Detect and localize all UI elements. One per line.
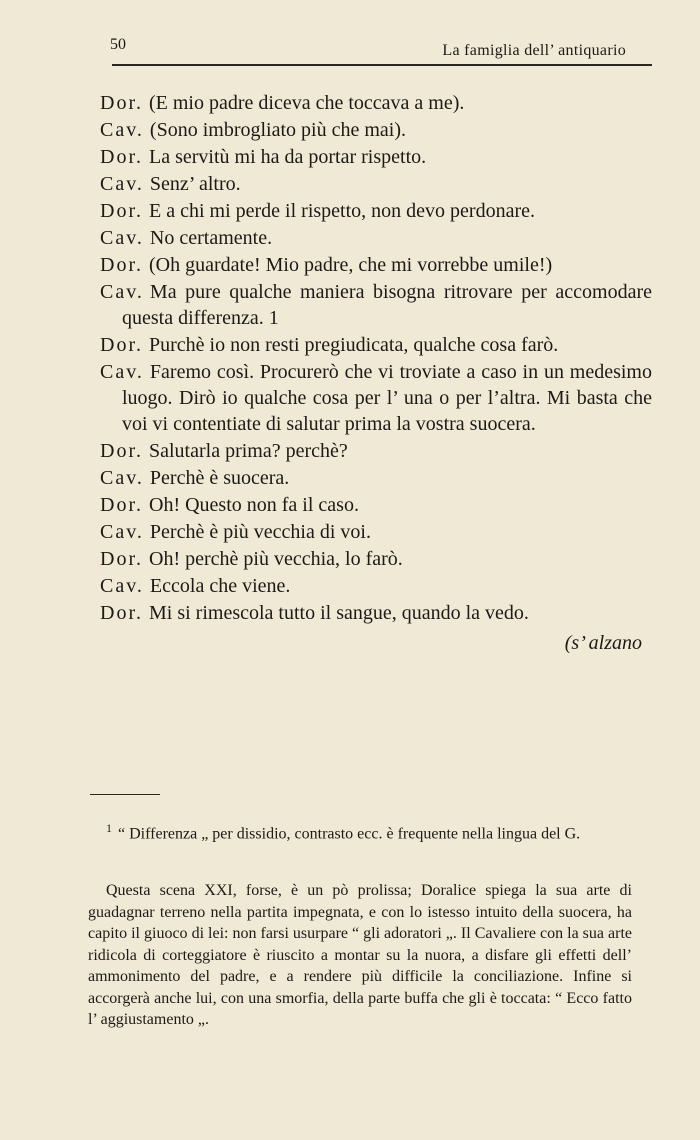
line-text: (Sono imbrogliato più che mai). — [149, 119, 406, 141]
speaker-label: Cav. — [100, 575, 144, 597]
line-text: No certamente. — [149, 227, 273, 249]
line-text: Faremo così. Procurerò che vi troviate a caso in un medesimo luogo. Dirò io qualche cosa per l’ una o per l’altra. Mi basta che voi vi contentiate di salutar prima la vostra suocera. — [122, 361, 652, 435]
speaker-label: Cav. — [100, 227, 144, 249]
page-number: 50 — [110, 36, 126, 53]
dialogue-line — [100, 225, 652, 251]
line-text: Perchè è più vecchia di voi. — [149, 521, 371, 543]
line-text: Oh! perchè più vecchia, lo farò. — [149, 548, 403, 570]
speaker-label: Cav. — [100, 173, 144, 195]
speaker-label: Dor. — [100, 602, 143, 624]
dialogue-line — [100, 465, 652, 491]
speaker-label: Dor. — [100, 92, 143, 114]
line-text: Perchè è suocera. — [149, 467, 290, 489]
dialogue-line — [100, 492, 652, 518]
dialogue-line — [100, 519, 652, 545]
line-text: Purchè io non resti pregiudicata, qualche cosa farò. — [149, 334, 559, 356]
line-text: Eccola che viene. — [149, 575, 291, 597]
commentary-paragraph: Questa scena XXI, forse, è un pò prolissa; Doralice spiega la sua arte di guadagnar terreno nella partita impegnata, e con lo istesso intuito della suocera, ha capito il giuoco di lei: non farsi usurpare “ gli adoratori „. Il Cavaliere con la sua arte ridicola di corteggiatore è riuscito a montar su la nuora, a disfare gli effetti dell’ ammonimento del padre, e a rendere più difficile la conciliazione. Infine si accorgerà anche lui, con una smorfia, della parte buffa che gli è toccata: “ Ecco fatto l’ aggiustamento „. — [88, 882, 632, 1028]
line-text: (Oh guardate! Mio padre, che mi vorrebbe umile!) — [149, 254, 553, 276]
line-text: Salutarla prima? perchè? — [149, 440, 348, 462]
line-text: Ma pure qualche maniera bisogna ritrovare per accomodare questa differenza. 1 — [122, 281, 652, 329]
footnote-marker: 1 — [106, 821, 112, 835]
dialogue-line — [100, 359, 652, 437]
line-text: Oh! Questo non fa il caso. — [149, 494, 359, 516]
dialogue-line — [100, 332, 652, 358]
dialogue-line — [100, 171, 652, 197]
line-text: E a chi mi perde il rispetto, non devo perdonare. — [149, 200, 535, 222]
dialogue-line — [100, 198, 652, 224]
speaker-label: Dor. — [100, 334, 143, 356]
stage-direction: (s’ alzano — [564, 632, 642, 654]
speaker-label: Cav. — [100, 467, 144, 489]
speaker-label: Cav. — [100, 521, 144, 543]
speaker-label: Cav. — [100, 281, 144, 303]
line-text: La servitù mi ha da portar rispetto. — [149, 146, 427, 168]
line-text: Senz’ altro. — [149, 173, 241, 195]
speaker-label: Dor. — [100, 254, 143, 276]
speaker-label: Dor. — [100, 548, 143, 570]
header-rule — [112, 64, 652, 66]
speaker-label: Dor. — [100, 440, 143, 462]
footnote — [88, 818, 632, 844]
footnote-rule — [90, 794, 160, 795]
speaker-label: Dor. — [100, 494, 143, 516]
page-header — [110, 36, 650, 60]
footnote-text: “ Differenza „ per dissidio, contrasto ecc. è frequente nella lingua del G. — [118, 825, 581, 843]
speaker-label: Dor. — [100, 200, 143, 222]
dialogue-line — [100, 546, 652, 572]
dialogue — [100, 90, 652, 656]
speaker-label: Cav. — [100, 119, 144, 141]
dialogue-line — [100, 573, 652, 599]
running-title: La famiglia dell’ antiquario — [442, 42, 626, 59]
line-text: (E mio padre diceva che toccava a me). — [149, 92, 465, 114]
dialogue-line — [100, 252, 652, 278]
dialogue-line — [100, 600, 652, 626]
speaker-label: Cav. — [100, 361, 144, 383]
line-text: Mi si rimescola tutto il sangue, quando la vedo. — [149, 602, 529, 624]
dialogue-line — [100, 90, 652, 116]
dialogue-line — [100, 117, 652, 143]
speaker-label: Dor. — [100, 146, 143, 168]
dialogue-line — [100, 438, 652, 464]
dialogue-line — [100, 144, 652, 170]
dialogue-line — [100, 279, 652, 331]
